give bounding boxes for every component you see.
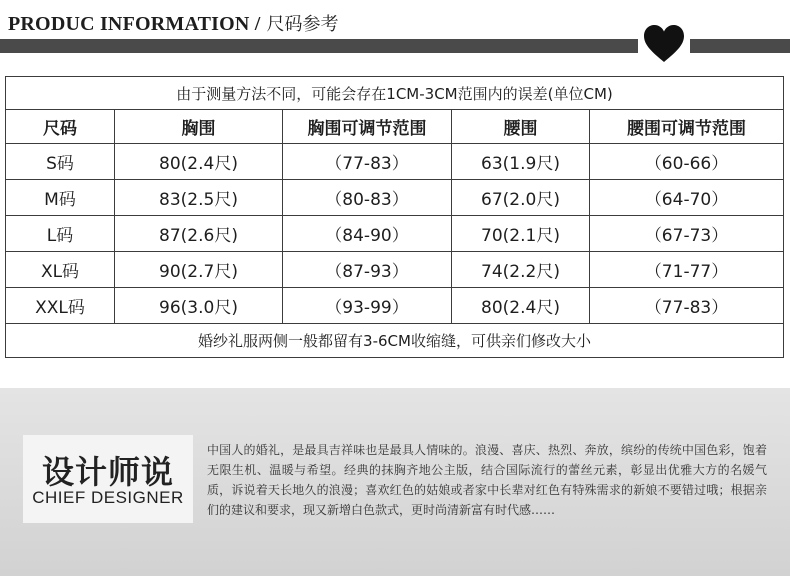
size-chart-table — [5, 76, 784, 358]
measurement-note: 由于测量方法不同，可能会存在1CM-3CM范围内的误差(单位CM) — [6, 77, 784, 110]
designer-title-chinese: 设计师说 — [41, 453, 174, 491]
table-header-row — [6, 110, 784, 144]
bust-range-cell: （93-99） — [283, 288, 452, 324]
bust-range-cell: （84-90） — [283, 216, 452, 252]
bust-cell: 96(3.0尺) — [115, 288, 283, 324]
table-note-row — [6, 77, 784, 110]
waist-cell: 67(2.0尺) — [452, 180, 590, 216]
waist-cell: 74(2.2尺) — [452, 252, 590, 288]
waist-range-cell: （60-66） — [590, 144, 784, 180]
bust-cell: 90(2.7尺) — [115, 252, 283, 288]
header-divider-left — [0, 39, 638, 53]
bust-cell: 80(2.4尺) — [115, 144, 283, 180]
bust-cell: 87(2.6尺) — [115, 216, 283, 252]
column-header-size: 尺码 — [6, 110, 115, 144]
size-cell: S码 — [6, 144, 115, 180]
waist-cell: 80(2.4尺) — [452, 288, 590, 324]
table-row — [6, 144, 784, 180]
waist-range-cell: （71-77） — [590, 252, 784, 288]
column-header-bust-range: 胸围可调节范围 — [283, 110, 452, 144]
size-cell: XL码 — [6, 252, 115, 288]
waist-cell: 63(1.9尺) — [452, 144, 590, 180]
page-title — [8, 10, 339, 36]
bust-cell: 83(2.5尺) — [115, 180, 283, 216]
size-cell: L码 — [6, 216, 115, 252]
table-footer-row — [6, 324, 784, 358]
heart-icon — [643, 24, 685, 64]
bust-range-cell: （77-83） — [283, 144, 452, 180]
table-row — [6, 252, 784, 288]
title-chinese: 尺码参考 — [266, 14, 339, 35]
size-cell: M码 — [6, 180, 115, 216]
designer-description: 中国人的婚礼，是最具吉祥味也是最具人情味的。浪漫、喜庆、热烈、奔放，缤纷的传统中国色彩，饱着无限生机、温暖与希望。经典的抹胸齐地公主版，结合国际流行的蕾丝元素，彰显出优雅大方的名媛气质，诉说着天长地久的浪漫；喜欢红色的姑娘或者家中长辈对红色有特殊需求的新娘不要错过哦；根据亲们的建议和要求，现又新增白色款式，更时尚清新富有时代感…… — [207, 443, 767, 517]
column-header-waist: 腰围 — [452, 110, 590, 144]
column-header-waist-range: 腰围可调节范围 — [590, 110, 784, 144]
waist-range-cell: （77-83） — [590, 288, 784, 324]
bust-range-cell: （87-93） — [283, 252, 452, 288]
bust-range-cell: （80-83） — [283, 180, 452, 216]
table-row — [6, 180, 784, 216]
waist-range-cell: （64-70） — [590, 180, 784, 216]
waist-cell: 70(2.1尺) — [452, 216, 590, 252]
waist-range-cell: （67-73） — [590, 216, 784, 252]
designer-title-card — [23, 435, 193, 523]
size-cell: XXL码 — [6, 288, 115, 324]
table-row — [6, 216, 784, 252]
alteration-note: 婚纱礼服两侧一般都留有3-6CM收缩缝，可供亲们修改大小 — [6, 324, 784, 358]
header-divider-right — [690, 39, 790, 53]
table-row — [6, 288, 784, 324]
designer-title-english: CHIEF DESIGNER — [32, 488, 184, 507]
column-header-bust: 胸围 — [115, 110, 283, 144]
title-english: PRODUC INFORMATION / — [8, 13, 261, 35]
